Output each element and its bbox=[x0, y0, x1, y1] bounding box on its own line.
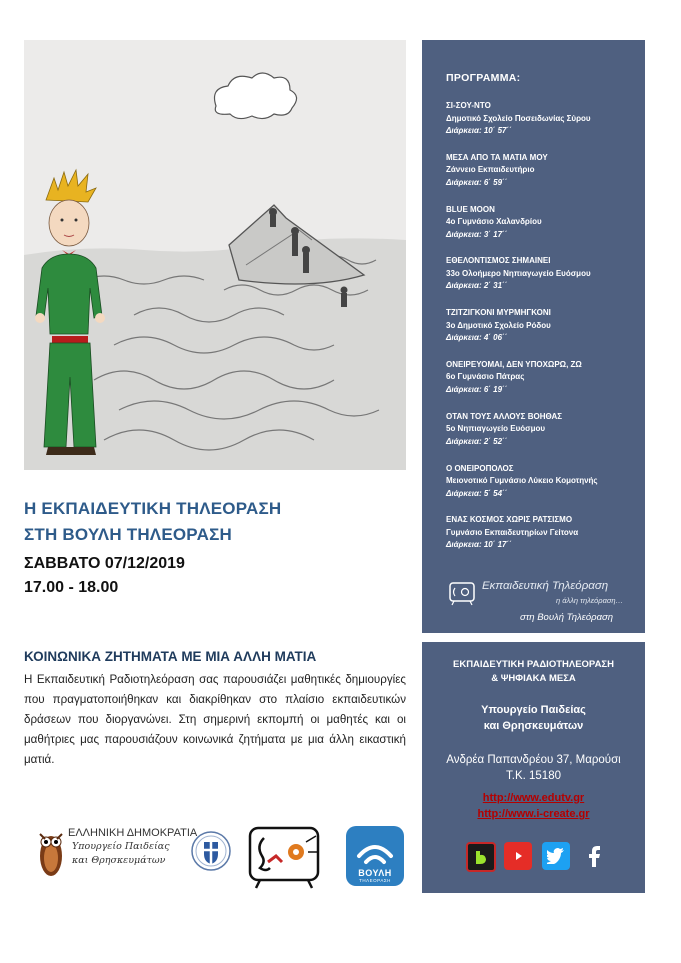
program-item-name: ΣΙ-ΣΟΥ-ΝΤΟ bbox=[446, 101, 491, 110]
program-item-school: 4ο Γυμνάσιο Χαλανδρίου bbox=[446, 217, 542, 227]
social-icons bbox=[466, 842, 606, 870]
edutv-logo-icon bbox=[246, 822, 326, 890]
program-item-school: Μειονοτικό Γυμνάσιο Λύκειο Κομοτηνής bbox=[446, 476, 598, 486]
panel-logo-name: Εκπαιδευτική Τηλεόραση bbox=[482, 580, 609, 592]
program-item-duration: Διάρκεια: 6΄ 19΄΄ bbox=[446, 384, 508, 394]
program-item bbox=[446, 359, 641, 411]
program-item bbox=[446, 204, 641, 256]
greek-republic-text bbox=[68, 826, 197, 868]
program-item-duration: Διάρκεια: 3΄ 17΄΄ bbox=[446, 229, 508, 239]
program-item bbox=[446, 463, 641, 515]
facebook-icon[interactable] bbox=[580, 842, 608, 870]
program-item-name: ΕΝΑΣ ΚΟΣΜΟΣ ΧΩΡΙΣ ΡΑΤΣΙΣΜΟ bbox=[446, 515, 573, 525]
program-item-duration: Διάρκεια: 2΄ 31΄΄ bbox=[446, 281, 508, 291]
program-title: ΠΡΟΓΡΑΜΜΑ: bbox=[446, 72, 521, 84]
program-item-school: 33ο Ολοήμερο Νηπιαγωγείο Ευόσμου bbox=[446, 268, 591, 278]
vouli-name: ΒΟΥΛΗ bbox=[358, 868, 392, 878]
panel-logo-vouli: στη Βουλή Τηλεόραση bbox=[520, 612, 613, 623]
section-heading: ΚΟΙΝΩΝΙΚΑ ΖΗΤΗΜΑΤΑ ΜΕ ΜΙΑ ΑΛΛΗ ΜΑΤΙΑ bbox=[24, 649, 317, 664]
contact-org-line1: ΕΚΠΑΙΔΕΥΤΙΚΗ ΡΑΔΙΟΤΗΛΕΟΡΑΣΗ bbox=[453, 659, 614, 670]
owl-emblem-icon bbox=[36, 824, 66, 880]
edutv-app-icon[interactable] bbox=[466, 842, 496, 872]
program-item bbox=[446, 411, 641, 463]
contact-org bbox=[422, 658, 645, 686]
program-item-duration: Διάρκεια: 2΄ 52΄΄ bbox=[446, 436, 508, 446]
program-item-duration: Διάρκεια: 4΄ 06΄΄ bbox=[446, 333, 508, 343]
program-item-duration: Διάρκεια: 5΄ 54΄΄ bbox=[446, 488, 508, 498]
edutv-panel-logo bbox=[446, 576, 641, 628]
gov-title: ΕΛΛΗΝΙΚΗ ΔΗΜΟΚΡΑΤΙΑ bbox=[68, 827, 198, 839]
vouli-sub: ΤΗΛΕΟΡΑΣΗ bbox=[359, 878, 391, 883]
panel-logo-tagline: η άλλη τηλεόραση… bbox=[556, 596, 624, 605]
program-item bbox=[446, 307, 641, 359]
program-item-duration: Διάρκεια: 6΄ 59΄΄ bbox=[446, 177, 508, 187]
program-item-school: Γυμνάσιο Εκπαιδευτηρίων Γείτονα bbox=[446, 527, 579, 537]
broadcast-time: 17.00 - 18.00 bbox=[24, 579, 119, 596]
program-item bbox=[446, 514, 641, 566]
program-item-school: Ζάννειο Εκπαιδευτήριο bbox=[446, 165, 535, 175]
wifi-arc-icon bbox=[356, 836, 394, 866]
title-line-1: Η ΕΚΠΑΙΔΕΥΤΙΚΗ ΤΗΛΕΟΡΑΣΗ bbox=[24, 499, 282, 518]
program-item-name: BLUE MOON bbox=[446, 204, 495, 214]
program-list bbox=[446, 100, 641, 566]
gov-ministry-line1: Υπουργείο Παιδείας bbox=[72, 841, 170, 852]
program-item-school: 3ο Δημοτικό Σχολείο Ρόδου bbox=[446, 320, 551, 330]
edutv-link[interactable]: http://www.edutv.gr bbox=[482, 792, 585, 804]
tv-icon bbox=[448, 580, 476, 606]
contact-links bbox=[422, 790, 645, 822]
twitter-icon[interactable] bbox=[542, 842, 570, 870]
program-item-school: 6ο Γυμνάσιο Πάτρας bbox=[446, 372, 525, 382]
program-item-name: ΤΖΙΤΖΙΓΚΟΝΙ ΜΥΡΜΗΓΚΟΝΙ bbox=[446, 308, 551, 318]
broadcast-date: ΣΑΒΒΑΤΟ 07/12/2019 bbox=[24, 555, 185, 572]
program-item-school: Δημοτικό Σχολείο Ποσειδωνίας Σύρου bbox=[446, 113, 591, 123]
program-item-name: Ο ΟΝΕΙΡΟΠΟΛΟΣ bbox=[446, 463, 514, 473]
contact-ministry-line2: και Θρησκευμάτων bbox=[483, 720, 584, 732]
program-item-school: 5ο Νηπιαγωγείο Ευόσμου bbox=[446, 424, 546, 434]
youtube-icon[interactable] bbox=[504, 842, 532, 870]
contact-org-line2: & ΨΗΦΙΑΚΑ ΜΕΣΑ bbox=[491, 673, 576, 684]
contact-address bbox=[422, 752, 645, 784]
program-item-name: ΟΝΕΙΡΕΥΟΜΑΙ, ΔΕΝ ΥΠΟΧΩΡΩ, ΖΩ bbox=[446, 359, 582, 369]
description-text: Η Εκπαιδευτική Ραδιοτηλεόραση σας παρουσιάζει μαθητικές δημιουργίες που πραγματοποιήθηκαν και διακρίθηκαν στο πλαίσιο εκπαιδευτικών δράσεων που διοργανώνει. Στη σημερινή εκπομπή οι μαθητές και οι μαθήτριες μας παρουσιάζουν κοινωνικά ζητήματα με μια άλλη εικαστική ματιά. bbox=[24, 673, 406, 766]
broadcast-title-block bbox=[24, 496, 414, 600]
contact-ministry-line1: Υπουργείο Παιδείας bbox=[481, 704, 586, 716]
icreate-link[interactable]: http://www.i-create.gr bbox=[477, 808, 590, 820]
gov-ministry-line2: και Θρησκευμάτων bbox=[72, 855, 166, 866]
program-item-name: ΕΘΕΛΟΝΤΙΣΜΟΣ ΣΗΜΑΙΝΕΙ bbox=[446, 256, 551, 266]
program-item-name: ΜΕΣΑ ΑΠΟ ΤΑ ΜΑΤΙΑ ΜΟΥ bbox=[446, 152, 548, 162]
greek-coat-of-arms-icon bbox=[190, 830, 232, 872]
program-item bbox=[446, 152, 641, 204]
program-item bbox=[446, 255, 641, 307]
contact-panel bbox=[422, 642, 645, 893]
program-item-duration: Διάρκεια: 10΄ 17΄΄ bbox=[446, 540, 512, 550]
contact-address-line1: Ανδρέα Παπανδρέου 37, Μαρούσι bbox=[446, 754, 621, 766]
program-item-duration: Διάρκεια: 10΄ 57΄΄ bbox=[446, 126, 512, 135]
cover-illustration bbox=[24, 40, 406, 470]
title-line-2: ΣΤΗ ΒΟΥΛΗ ΤΗΛΕΟΡΑΣΗ bbox=[24, 525, 232, 544]
program-item bbox=[446, 100, 641, 152]
contact-ministry bbox=[422, 702, 645, 734]
vouli-tv-logo bbox=[346, 826, 404, 886]
partner-logos bbox=[24, 816, 414, 896]
program-panel bbox=[422, 40, 645, 633]
contact-address-line2: Τ.Κ. 15180 bbox=[506, 770, 561, 782]
program-item-name: ΟΤΑΝ ΤΟΥΣ ΑΛΛΟΥΣ ΒΟΗΘΑΣ bbox=[446, 411, 563, 421]
